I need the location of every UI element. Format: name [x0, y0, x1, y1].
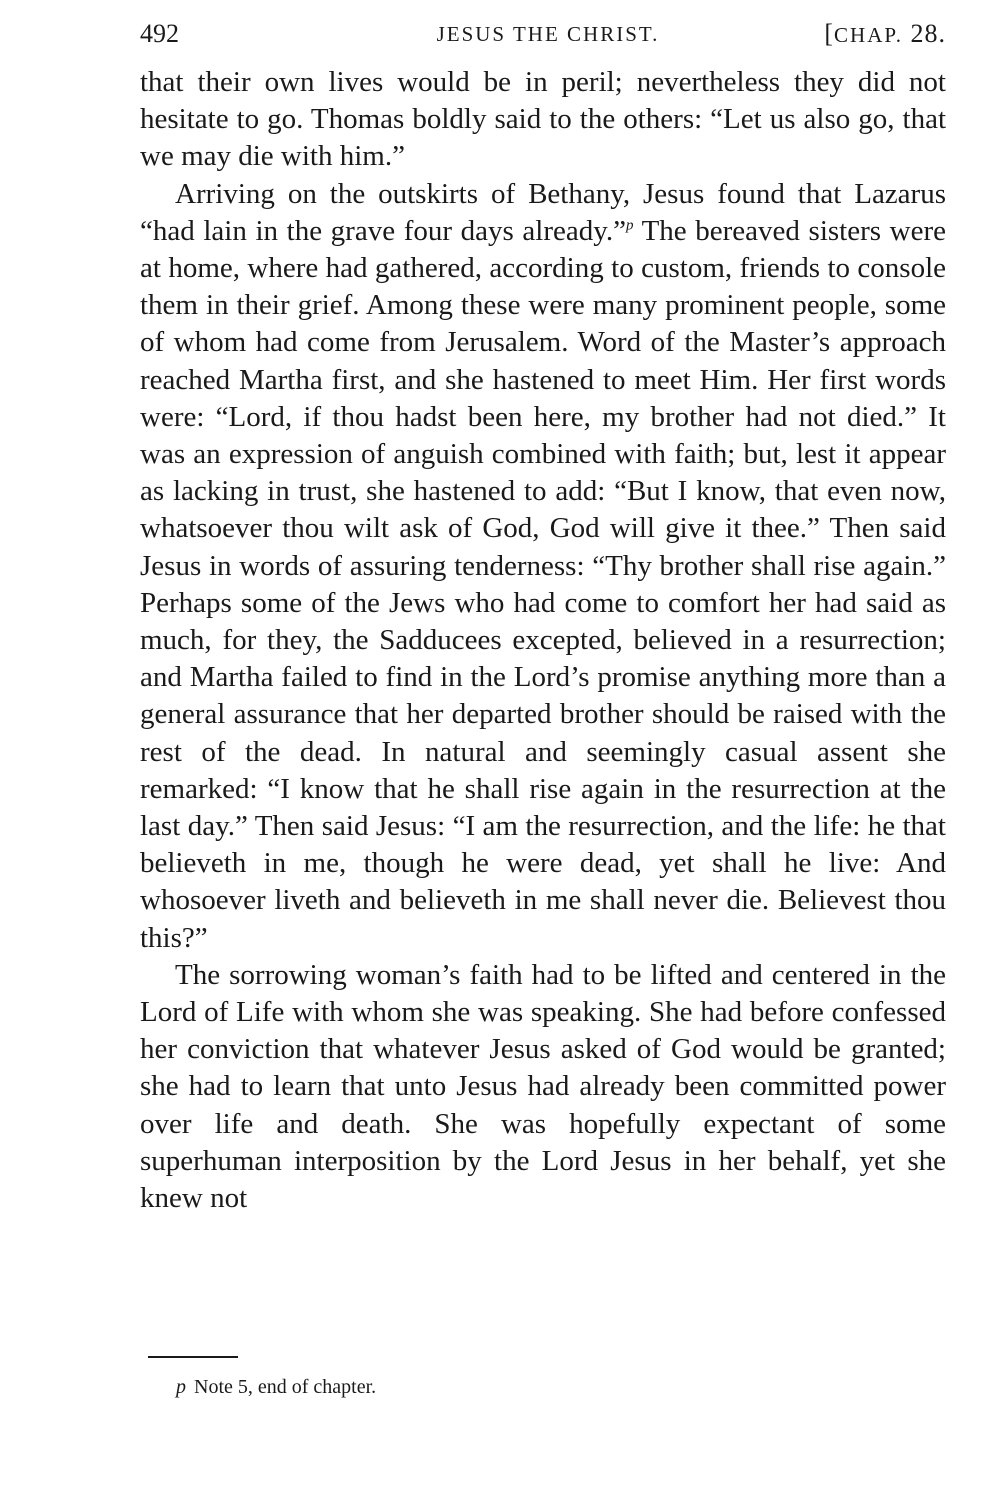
paragraph-2: [140, 176, 946, 957]
text-body: [140, 64, 946, 1217]
paragraph-2-start: Arriving on the outskirts of Bethany, Jesus found that Lazarus “had lain in the grave four days already.”: [140, 177, 946, 247]
running-title: JESUS THE CHRIST.: [436, 22, 660, 46]
footnote-reference: p: [625, 217, 634, 234]
running-head: [140, 14, 946, 54]
chapter-label: [824, 14, 946, 55]
footnote-text: Note 5, end of chapter.: [194, 1376, 377, 1398]
chapter-bracket: [: [824, 19, 835, 48]
page-number: 492: [140, 19, 179, 48]
chapter-word: CHAP.: [834, 23, 903, 47]
footnote-divider: [148, 1356, 238, 1358]
paragraph-2-rest: The bereaved sisters were at home, where had gathered, according to custom, friends to console them in their grief. Among these were many prominent people, some of whom had come from Jerusalem. Word of the Master’s approach reached Martha first, and she hastened to meet Him. Her first words were: “Lord, if thou hadst been here, my brother had not died.” It was an expression of anguish combined with faith; but, lest it appear as lacking in trust, she hastened to add: “But I know, that even now, whatsoever thou wilt ask of God, God will give it thee.” Then said Jesus in words of assuring tenderness: “Thy brother shall rise again.” Perhaps some of the Jews who had come to comfort her had said as much, for they, the Sadducees excepted, believed in a resurrection; and Martha failed to find in the Lord’s promise anything more than a general assurance that her departed brother should be raised with the rest of the dead. In natural and seemingly casual assent she remarked: “I know that he shall rise again in the resurrection at the last day.” Then said Jesus: “I am the resurrection, and the life: he that believeth in me, though he were dead, yet shall he live: And whosoever liveth and believeth in me shall never die. Believest thou this?”: [140, 214, 946, 954]
paragraph-1: that their own lives would be in peril; nevertheless they did not hesitate to go. Thomas boldly said to the others: “Let us also go, that we may die with him.”: [140, 66, 946, 173]
paragraph-3: The sorrowing woman’s faith had to be lifted and centered in the Lord of Life with whom she was speaking. She had before confessed her conviction that whatever Jesus asked of God would be granted; she had to learn that unto Jesus had already been committed power over life and death. She was hopefully expectant of some superhuman interposition by the Lord Jesus in her behalf, yet she knew not: [140, 958, 946, 1215]
footnote: [176, 1374, 376, 1400]
footnote-marker: p: [176, 1376, 186, 1398]
chapter-number: 28.: [910, 19, 946, 48]
